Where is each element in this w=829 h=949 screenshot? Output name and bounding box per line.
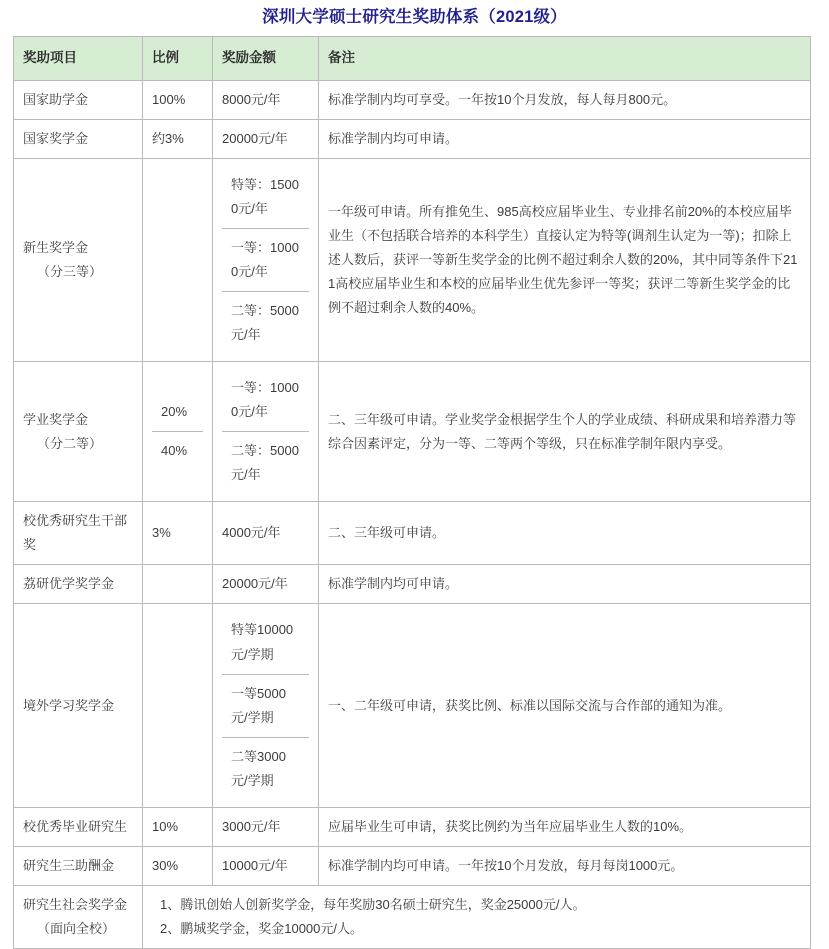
cell-ratio: 100% bbox=[143, 80, 213, 119]
cell-ratio bbox=[143, 158, 213, 361]
cell-remark: 标准学制内均可申请。 bbox=[319, 119, 811, 158]
column-header-amount: 奖励金额 bbox=[213, 36, 319, 80]
cell-ratio bbox=[143, 565, 213, 604]
column-header-remark: 备注 bbox=[319, 36, 811, 80]
amount-sub-row bbox=[222, 166, 309, 229]
table-row bbox=[14, 604, 811, 807]
cell-ratio: 10% bbox=[143, 807, 213, 846]
cell-amount: 8000元/年 bbox=[213, 80, 319, 119]
amount-tier-first: 一等：10000元/年 bbox=[222, 369, 309, 432]
table-body bbox=[14, 80, 811, 948]
column-header-item: 奖助项目 bbox=[14, 36, 143, 80]
item-name-sub: （面向全校） bbox=[37, 920, 116, 936]
amount-sub-row bbox=[222, 369, 309, 432]
table-row bbox=[14, 502, 811, 565]
cell-item-name bbox=[14, 362, 143, 502]
amount-tier-special: 特等10000元/学期 bbox=[222, 611, 309, 674]
amount-sub-row bbox=[222, 292, 309, 355]
amount-tier-second: 二等：5000元/年 bbox=[231, 443, 299, 483]
amount-tier-first: 一等5000元/学期 bbox=[222, 674, 309, 737]
cell-item-name bbox=[14, 885, 143, 948]
item-name-sub: （分二等） bbox=[37, 435, 103, 451]
item-name-main: 学业奖学金 bbox=[23, 411, 89, 427]
cell-ratio bbox=[143, 604, 213, 807]
amount-sub-row bbox=[222, 432, 309, 495]
cell-amount: 10000元/年 bbox=[213, 846, 319, 885]
cell-amount: 4000元/年 bbox=[213, 502, 319, 565]
table-header bbox=[14, 36, 811, 80]
cell-item-name: 国家奖学金 bbox=[14, 119, 143, 158]
amount-subtable bbox=[222, 166, 309, 354]
cell-remark: 标准学制内均可申请。一年按10个月发放，每月每岗1000元。 bbox=[319, 846, 811, 885]
cell-remark: 一、二年级可申请，获奖比例、标准以国际交流与合作部的通知为准。 bbox=[319, 604, 811, 807]
cell-remark: 二、三年级可申请。学业奖学金根据学生个人的学业成绩、科研成果和培养潜力等综合因素评定，分为一等、二等两个等级，只在标准学制年限内享受。 bbox=[319, 362, 811, 502]
cell-amount-split bbox=[213, 362, 319, 502]
cell-remark: 标准学制内均可享受。一年按10个月发放，每人每月800元。 bbox=[319, 80, 811, 119]
cell-item-name: 校优秀研究生干部奖 bbox=[14, 502, 143, 565]
cell-amount: 20000元/年 bbox=[213, 119, 319, 158]
amount-sub-row bbox=[222, 228, 309, 291]
page-title: 深圳大学硕士研究生奖助体系（2021级） bbox=[262, 8, 567, 26]
scholarship-table bbox=[13, 36, 811, 949]
item-name-main: 新生奖学金 bbox=[23, 239, 89, 255]
ratio-tier-first: 20% bbox=[152, 393, 203, 432]
cell-merged-notes bbox=[143, 885, 811, 948]
table-row bbox=[14, 362, 811, 502]
amount-subtable bbox=[222, 369, 309, 494]
table-row bbox=[14, 80, 811, 119]
table-row bbox=[14, 885, 811, 948]
table-header-row bbox=[14, 36, 811, 80]
cell-item-name: 境外学习奖学金 bbox=[14, 604, 143, 807]
cell-ratio: 3% bbox=[143, 502, 213, 565]
ratio-sub-row bbox=[152, 393, 203, 432]
cell-amount: 20000元/年 bbox=[213, 565, 319, 604]
amount-tier-second: 二等：5000元/年 bbox=[231, 303, 299, 343]
column-header-ratio: 比例 bbox=[143, 36, 213, 80]
item-name-main: 研究生社会奖学金 bbox=[23, 896, 128, 912]
table-row bbox=[14, 158, 811, 361]
ratio-sub-row bbox=[152, 432, 203, 471]
merged-note-line: 1、腾讯创始人创新奖学金，每年奖励30名硕士研究生，奖金25000元/人。 bbox=[160, 896, 586, 912]
item-name-sub: （分三等） bbox=[37, 264, 103, 279]
cell-item-name bbox=[14, 158, 143, 361]
amount-sub-row bbox=[222, 611, 309, 674]
cell-amount-split bbox=[213, 604, 319, 807]
table-row bbox=[14, 565, 811, 604]
cell-ratio: 30% bbox=[143, 846, 213, 885]
amount-subtable bbox=[222, 611, 309, 799]
amount-tier-special: 特等：15000元/年 bbox=[222, 166, 309, 229]
amount-tier-second: 二等3000元/学期 bbox=[231, 748, 286, 788]
cell-item-name: 研究生三助酬金 bbox=[14, 846, 143, 885]
table-row bbox=[14, 846, 811, 885]
cell-item-name: 荔研优学奖学金 bbox=[14, 565, 143, 604]
cell-amount-split bbox=[213, 158, 319, 361]
cell-ratio: 约3% bbox=[143, 119, 213, 158]
cell-item-name: 国家助学金 bbox=[14, 80, 143, 119]
cell-item-name: 校优秀毕业研究生 bbox=[14, 807, 143, 846]
amount-sub-row bbox=[222, 737, 309, 800]
cell-amount: 3000元/年 bbox=[213, 807, 319, 846]
merged-note-line: 2、鹏城奖学金，奖金10000元/人。 bbox=[160, 920, 363, 936]
table-row bbox=[14, 119, 811, 158]
table-row bbox=[14, 807, 811, 846]
cell-ratio-split bbox=[143, 362, 213, 502]
amount-sub-row bbox=[222, 674, 309, 737]
cell-remark: 一年级可申请。所有推免生、985高校应届毕业生、专业排名前20%的本校应届毕业生（不包括联合培养的本科学生）直接认定为特等(调剂生认定为一等)；扣除上述人数后，获评一等新生奖学金的比例不超过剩余人数的20%，其中同等条件下211高校应届毕业生和本校的应届毕业生优先参评一等奖；获评二等新生奖学金的比例不超过剩余人数的40%。 bbox=[319, 158, 811, 361]
ratio-subtable bbox=[152, 393, 203, 470]
ratio-tier-second: 40% bbox=[161, 443, 188, 459]
cell-remark: 二、三年级可申请。 bbox=[319, 502, 811, 565]
cell-remark: 应届毕业生可申请，获奖比例约为当年应届毕业生人数的10%。 bbox=[319, 807, 811, 846]
cell-remark: 标准学制内均可申请。 bbox=[319, 565, 811, 604]
amount-tier-first: 一等：10000元/年 bbox=[222, 228, 309, 291]
